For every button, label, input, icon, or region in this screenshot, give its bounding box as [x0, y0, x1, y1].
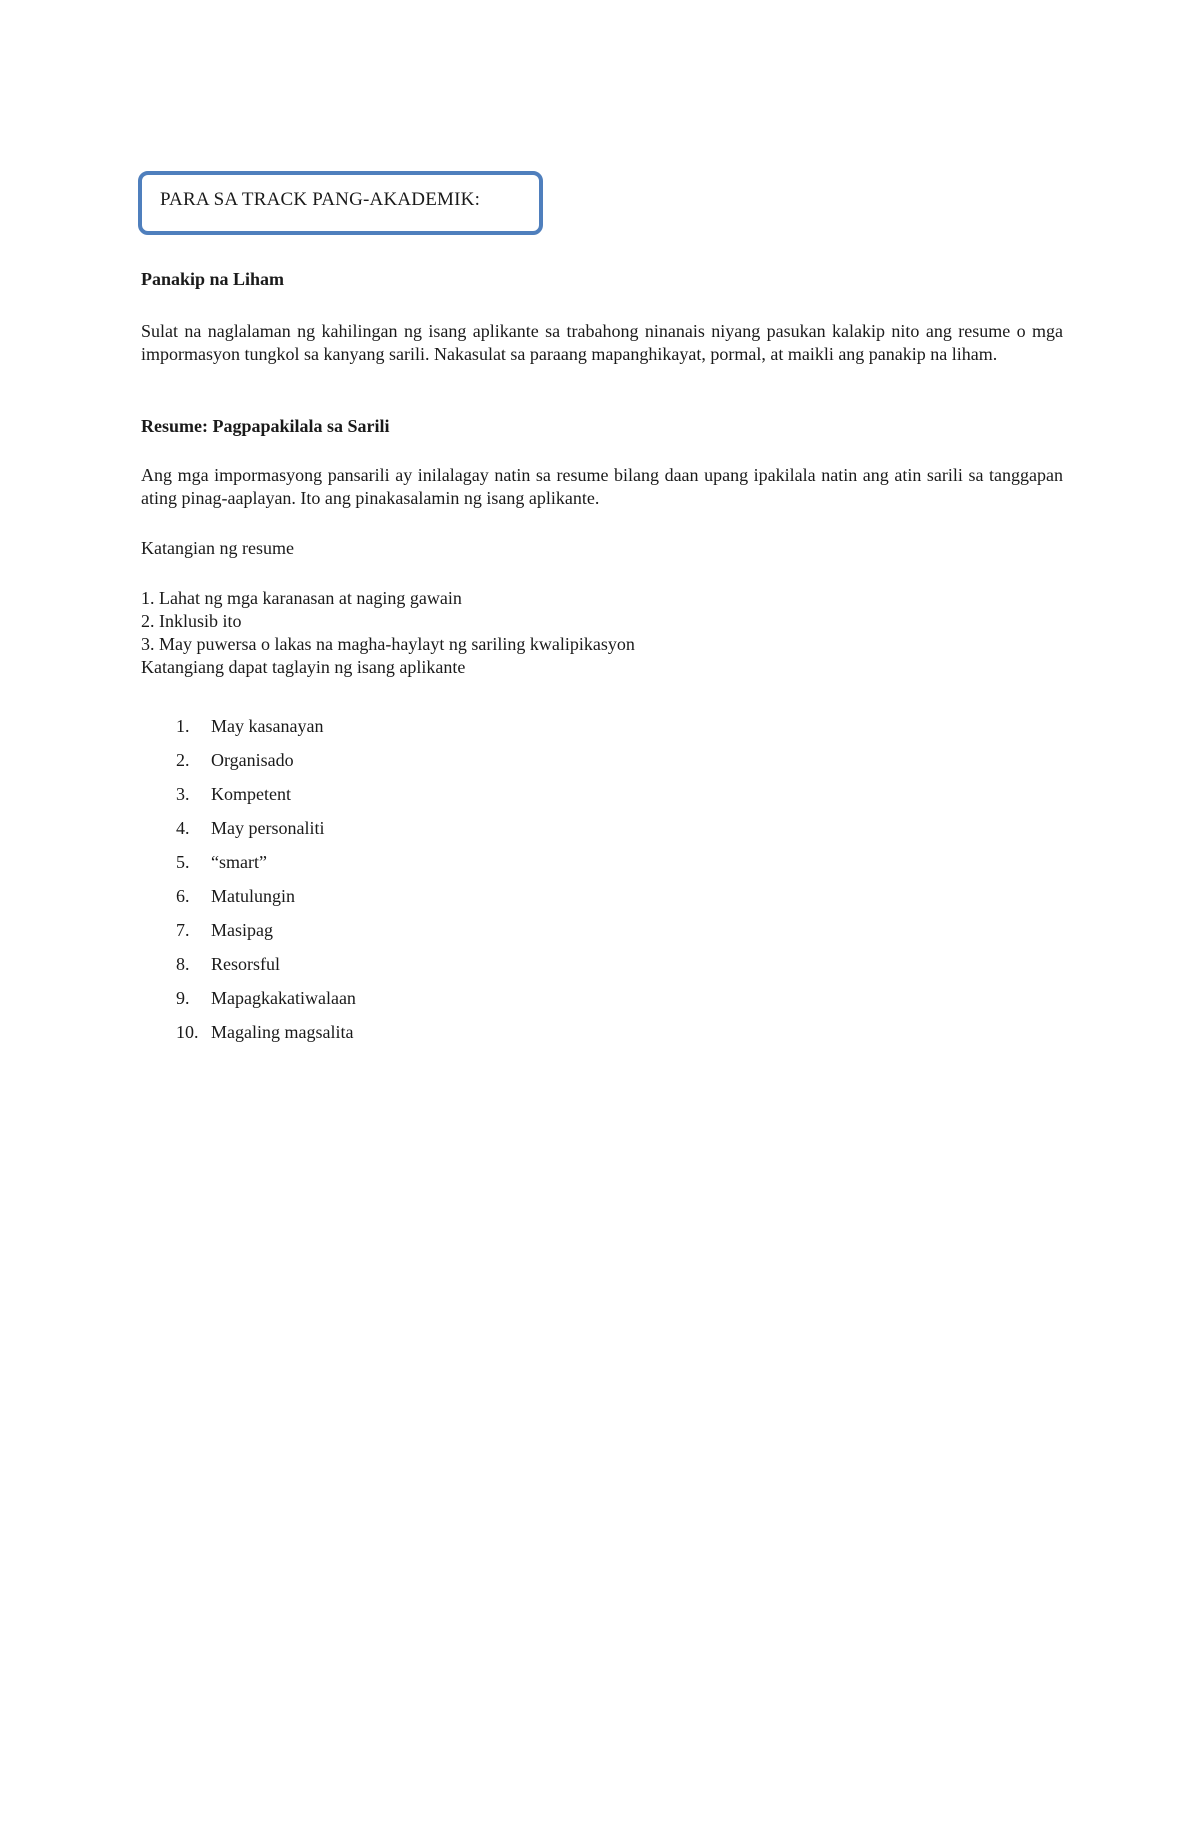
katangian-list: [141, 587, 1063, 679]
list-number: 3.: [176, 784, 190, 804]
list-item: [176, 851, 356, 885]
list-text: “smart”: [211, 852, 267, 872]
list-item: [176, 953, 356, 987]
list-text: May personaliti: [211, 818, 325, 838]
list-item: [176, 885, 356, 919]
list-number: 9.: [176, 988, 190, 1008]
list-number: 4.: [176, 818, 190, 838]
paragraph-panakip: Sulat na naglalaman ng kahilingan ng isang aplikante sa trabahong ninanais niyang pasukan kalakip nito ang resume o mga impormasyon tungkol sa kanyang sarili. Nakasulat sa paraang mapanghikayat, pormal, at maikli ang panakip na liham.: [141, 321, 1063, 364]
list-text: Resorsful: [211, 954, 280, 974]
list-item: [176, 783, 356, 817]
list-item: 1. Lahat ng mga karanasan at naging gawain: [141, 588, 462, 608]
list-number: 8.: [176, 954, 190, 974]
list-number: 1.: [176, 716, 190, 736]
katangian-label: Katangian ng resume: [141, 538, 294, 558]
list-number: 2.: [176, 750, 190, 770]
list-number: 6.: [176, 886, 190, 906]
section-heading-panakip: Panakip na Liham: [141, 269, 285, 289]
list-number: 10.: [176, 1022, 199, 1042]
list-text: Masipag: [211, 920, 273, 940]
list-item: [176, 919, 356, 953]
list-item: Katangiang dapat taglayin ng isang aplikante: [141, 657, 466, 677]
list-item: 3. May puwersa o lakas na magha-haylayt ng sariling kwalipikasyon: [141, 634, 635, 654]
title-box: [138, 171, 543, 235]
list-item: [176, 1021, 356, 1055]
paragraph-resume: Ang mga impormasyong pansarili ay inilalagay natin sa resume bilang daan upang ipakilala natin ang atin sarili sa tanggapan ating pinag-aaplayan. Ito ang pinakasalamin ng isang aplikante.: [141, 465, 1063, 508]
list-text: May kasanayan: [211, 716, 324, 736]
list-text: Kompetent: [211, 784, 291, 804]
list-item: [176, 715, 356, 749]
list-text: Matulungin: [211, 886, 295, 906]
title-box-text: PARA SA TRACK PANG-AKADEMIK:: [160, 189, 481, 210]
list-item: [176, 817, 356, 851]
section-heading-resume: Resume: Pagpapakilala sa Sarili: [141, 416, 390, 436]
list-text: Magaling magsalita: [211, 1022, 354, 1042]
list-item: [176, 987, 356, 1021]
list-text: Organisado: [211, 750, 294, 770]
list-number: 5.: [176, 852, 190, 872]
list-item: [176, 749, 356, 783]
aplikante-list: [176, 715, 356, 1055]
list-text: Mapagkakatiwalaan: [211, 988, 356, 1008]
list-number: 7.: [176, 920, 190, 940]
list-item: 2. Inklusib ito: [141, 611, 242, 631]
